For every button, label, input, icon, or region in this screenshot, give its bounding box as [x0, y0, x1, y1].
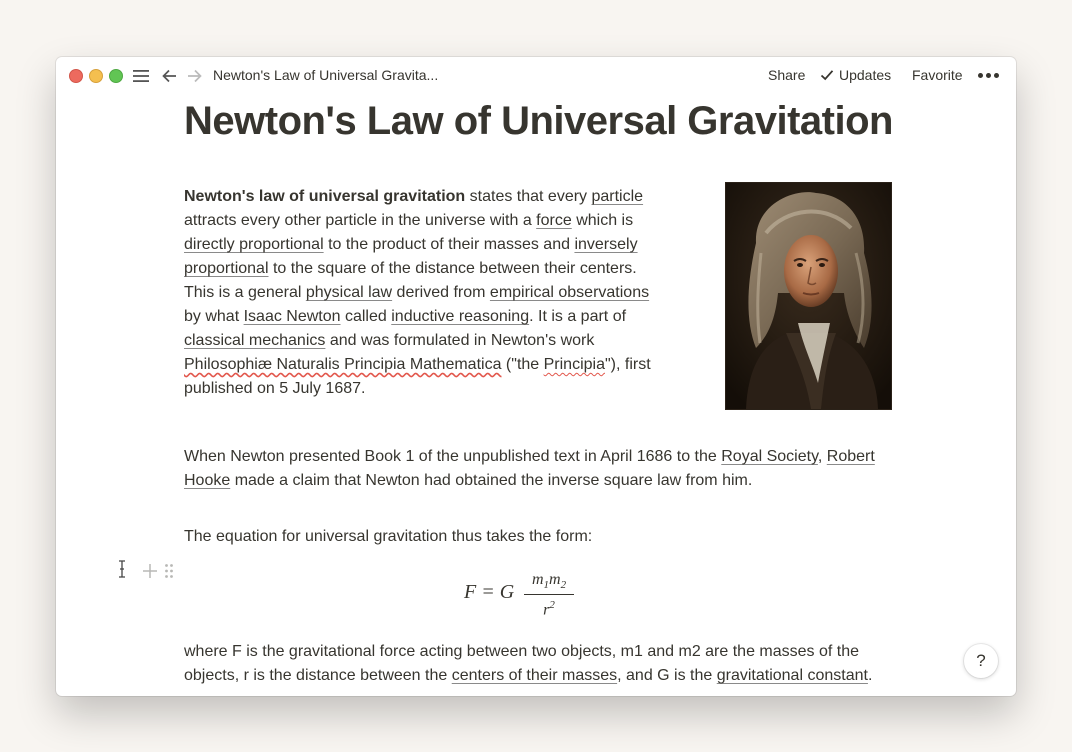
- paragraph-equation-intro-text: The equation for universal gravitation thus takes the form:: [184, 528, 593, 545]
- equation-denominator: $r^2$: [543, 599, 555, 619]
- text-run: ,: [817, 448, 827, 465]
- zoom-window-button[interactable]: [109, 69, 123, 83]
- inline-link[interactable]: particle: [591, 188, 644, 205]
- equation-fraction: [524, 571, 574, 621]
- minimize-window-button[interactable]: [89, 69, 103, 83]
- bold-text: Newton's law of universal gravitation: [184, 188, 466, 205]
- text-run: made a claim that Newton had obtained the inverse square law from him.: [230, 472, 753, 489]
- titlebar: [56, 57, 1016, 95]
- inline-link[interactable]: Isaac Newton: [243, 308, 341, 325]
- favorite-button[interactable]: Favorite: [912, 67, 963, 83]
- text-run: When Newton presented Book 1 of the unpublished text in April 1686 to the: [184, 448, 722, 465]
- help-button[interactable]: ?: [964, 644, 998, 678]
- paragraph-history-text: [184, 445, 884, 493]
- paragraph-intro[interactable]: [184, 185, 669, 401]
- inline-link[interactable]: centers of their masses: [451, 667, 618, 684]
- inline-link[interactable]: empirical observations: [489, 284, 650, 301]
- inline-link[interactable]: physical law: [305, 284, 393, 301]
- equation-lhs: F = G: [464, 581, 515, 603]
- paragraph-intro-text: [184, 185, 669, 401]
- text-run: to the square of the distance between their centers. This is a general: [184, 260, 637, 301]
- paragraph-definitions[interactable]: [184, 640, 884, 688]
- text-run: to the product of their masses and: [323, 236, 575, 253]
- close-window-button[interactable]: [69, 69, 83, 83]
- text-run: called: [340, 308, 392, 325]
- text-run: and was formulated in Newton's work: [325, 332, 595, 349]
- check-icon: [820, 68, 834, 82]
- text-cursor-icon: [117, 560, 127, 578]
- text-run: , and G is the: [617, 667, 717, 684]
- isaac-newton-portrait[interactable]: [725, 182, 892, 410]
- text-run: by what: [184, 308, 244, 325]
- menu-icon[interactable]: [131, 66, 151, 86]
- inline-link[interactable]: gravitational constant: [716, 667, 868, 684]
- inline-link[interactable]: Robert Hooke: [184, 448, 875, 489]
- updates-label: Updates: [839, 67, 892, 83]
- text-run: . It is a part of: [529, 308, 627, 325]
- paragraph-equation-intro[interactable]: [184, 525, 884, 549]
- breadcrumb[interactable]: Newton's Law of Universal Gravita...: [213, 67, 439, 83]
- text-run: which is: [571, 212, 634, 229]
- inline-link[interactable]: inductive reasoning: [391, 308, 530, 325]
- paragraph-definitions-text: [184, 640, 884, 688]
- page-title[interactable]: Newton's Law of Universal Gravitation: [184, 99, 893, 143]
- text-run: attracts every other particle in the universe with a: [184, 212, 537, 229]
- inline-link[interactable]: classical mechanics: [184, 332, 326, 349]
- plus-icon[interactable]: [142, 563, 158, 579]
- inline-link[interactable]: inversely proportional: [184, 236, 638, 277]
- inline-link[interactable]: Royal Society: [721, 448, 818, 465]
- inline-link[interactable]: Philosophiæ Naturalis Principia Mathematica: [184, 356, 502, 373]
- updates-button[interactable]: [820, 67, 891, 83]
- more-icon[interactable]: [978, 73, 1000, 79]
- text-run: "), first published on 5 July 1687.: [184, 356, 651, 397]
- misspelled-word: Principia: [543, 356, 605, 373]
- forward-arrow-icon[interactable]: [184, 66, 204, 86]
- share-button[interactable]: Share: [768, 67, 806, 83]
- text-run: derived from: [392, 284, 490, 301]
- equation-numerator: $m_1m_2$: [524, 571, 574, 595]
- app-window: [56, 57, 1016, 696]
- text-run: states that every: [465, 188, 592, 205]
- drag-handle-icon[interactable]: [164, 563, 174, 579]
- text-run: where F is the gravitational force acting between two objects, m1 and m2 are the masses of the objects, r is the distance between the: [184, 643, 860, 684]
- paragraph-history[interactable]: [184, 445, 884, 493]
- text-run: .: [867, 667, 873, 684]
- inline-link[interactable]: force: [536, 212, 572, 229]
- back-arrow-icon[interactable]: [160, 66, 180, 86]
- text-run: ("the: [501, 356, 544, 373]
- inline-link[interactable]: directly proportional: [184, 236, 324, 253]
